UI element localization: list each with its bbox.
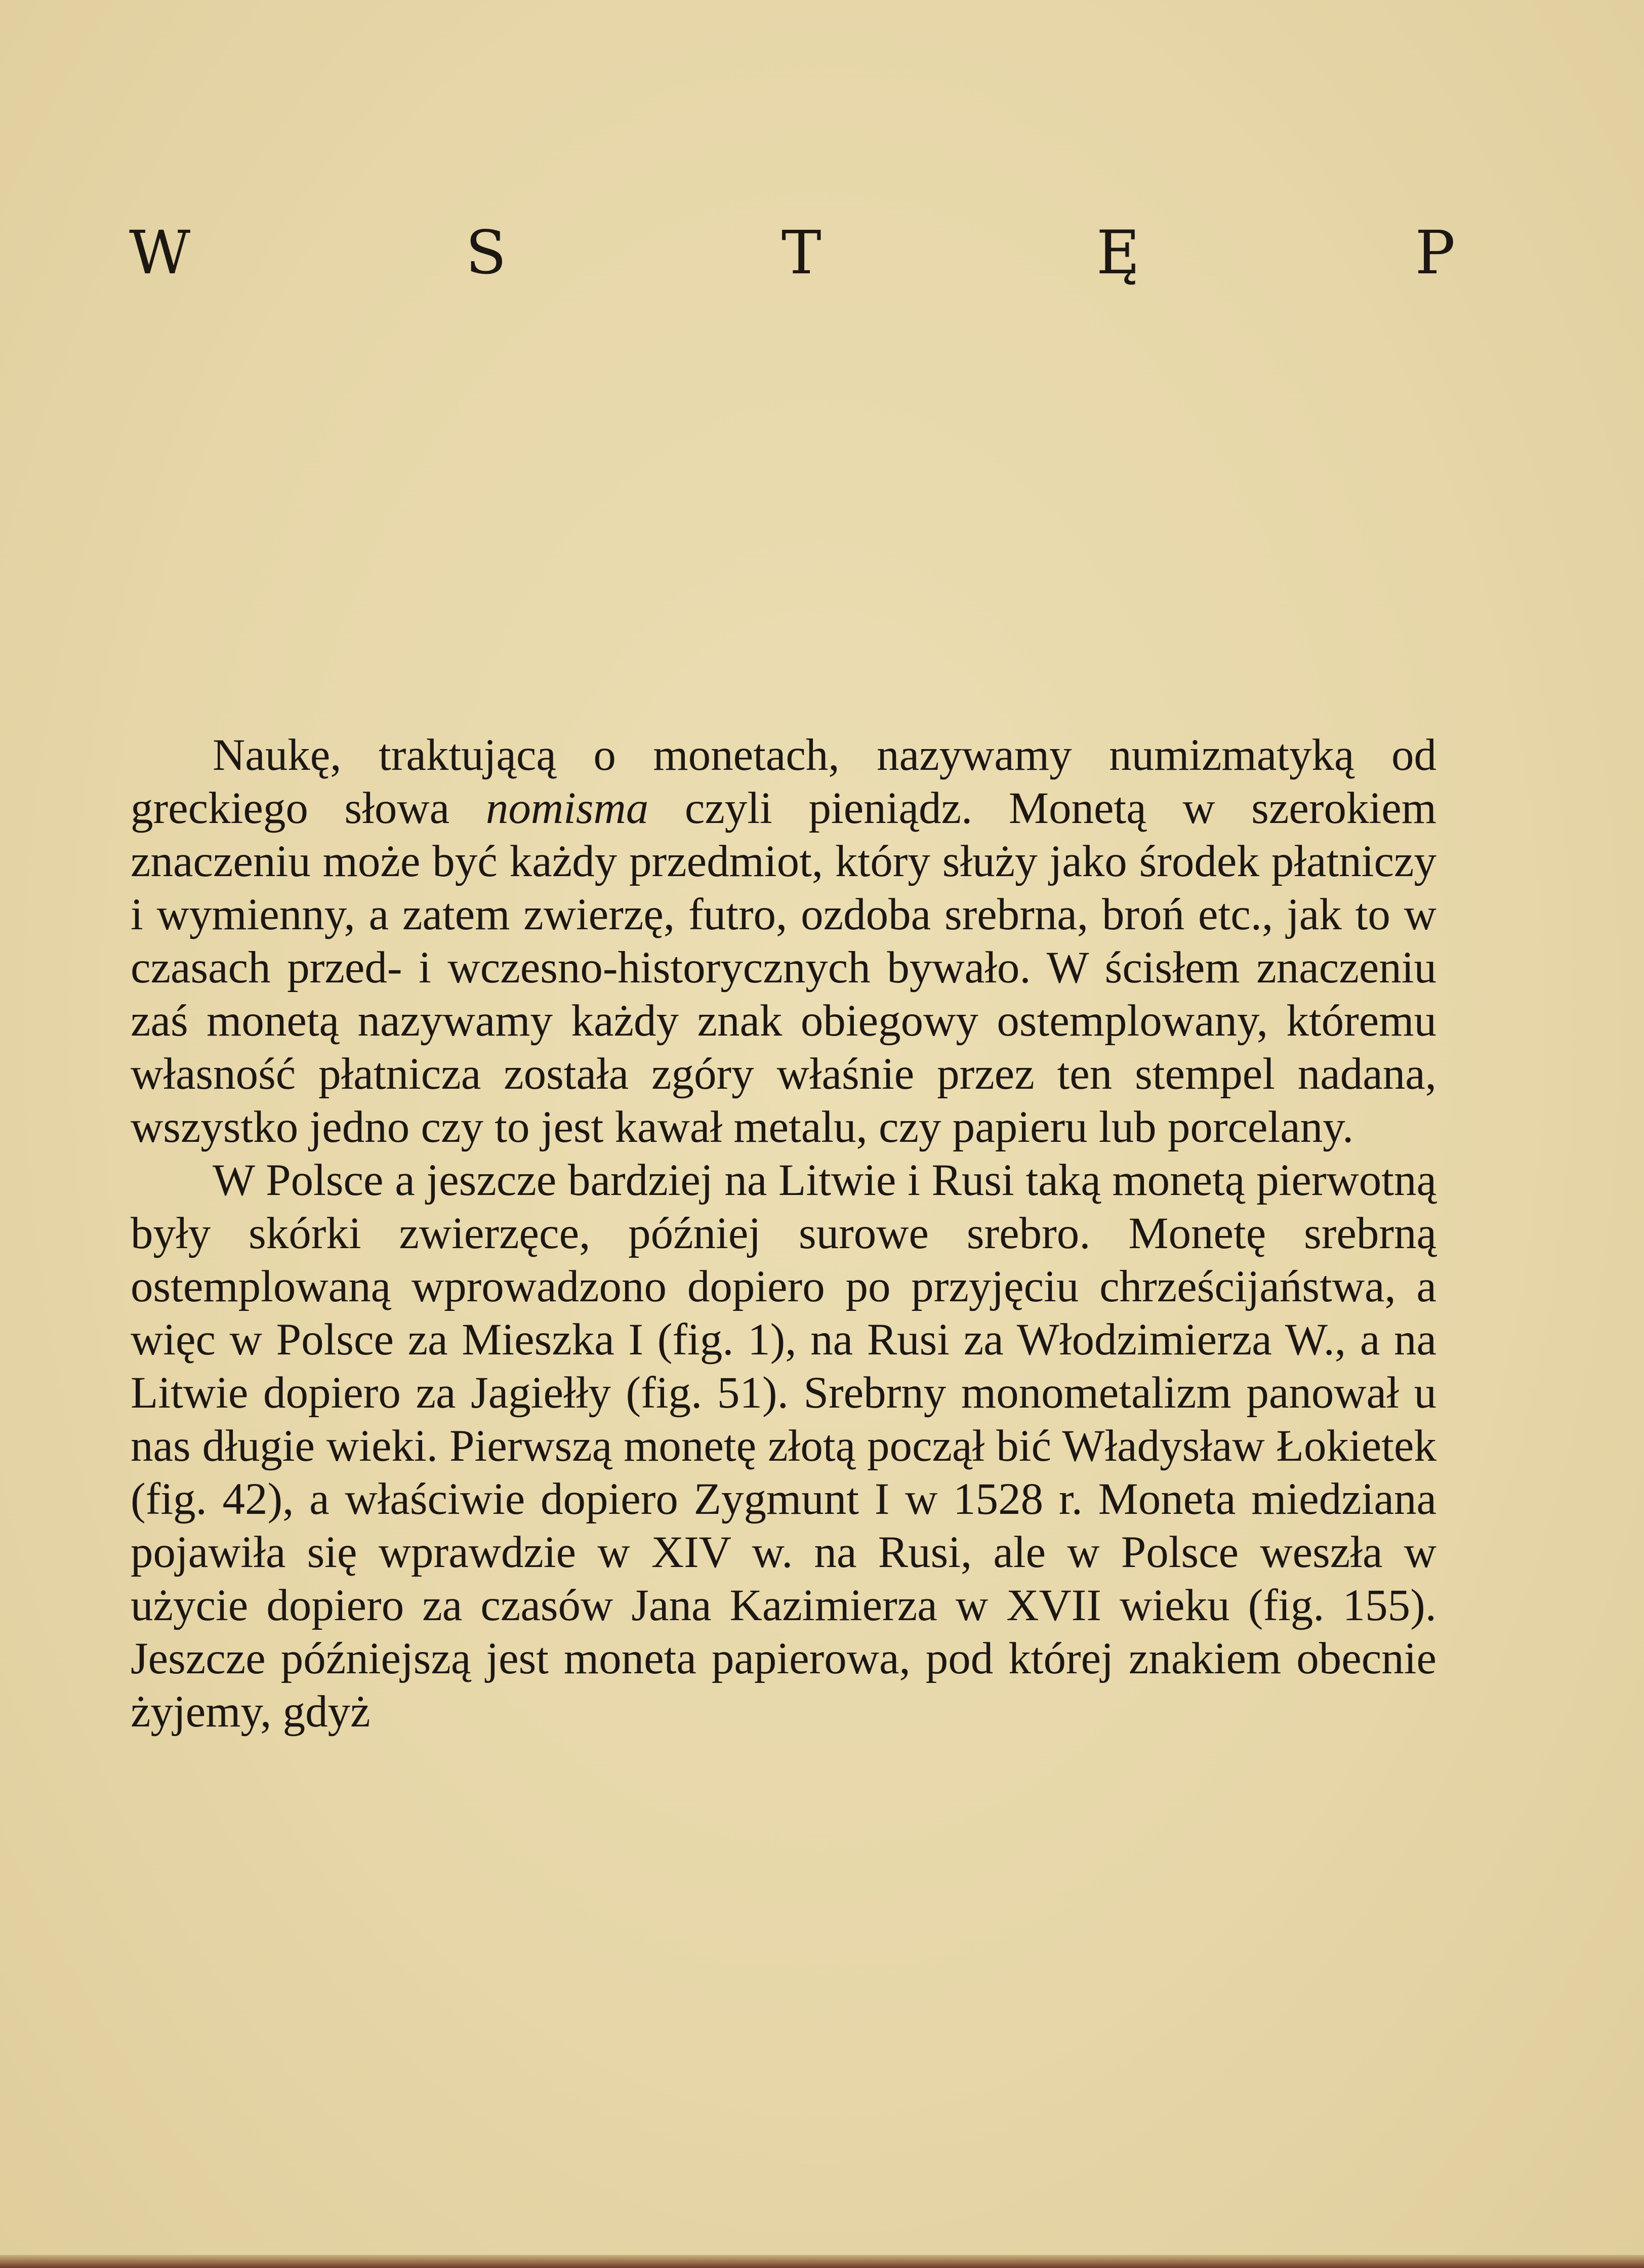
page-bottom-edge: [0, 2255, 1644, 2268]
heading-letter: S: [465, 218, 507, 287]
paragraph-1-end: czyli pieniądz. Monetą w szerokiem znaczeniu może być każdy przedmiot, który służy jako środek płatniczy i wymienny, a zatem zwierzę, futro, ozdoba srebrna, broń etc., jak to w czasach przed- i wczesno-historycznych bywało. W ścisłem znaczeniu zaś monetą nazywamy każdy znak obiegowy ostemplowany, któremu własność płatnicza została zgóry właśnie przez ten stempel nadana, wszystko jedno czy to jest kawał metalu, czy papieru lub porcelany.: [131, 784, 1437, 1152]
paragraph-1-start: Naukę, traktującą o monetach, nazywamy numizmatyką od greckiego słowa: [131, 730, 1436, 833]
heading-letter: W: [129, 218, 191, 287]
paragraph-1: [131, 729, 1436, 1154]
heading-letter: P: [1415, 218, 1455, 287]
body-text: [131, 729, 1436, 1739]
heading-letter: T: [781, 218, 821, 287]
paragraph-2: W Polsce a jeszcze bardziej na Litwie i Rusi taką monetą pierwotną były skórki zwierzęce, później surowe srebro. Monetę srebrną ostemplowaną wprowadzono dopiero po przyjęciu chrześcijaństwa, a więc w Polsce za Mieszka I (fig. 1), na Rusi za Włodzimierza W., a na Litwie dopiero za Jagiełły (fig. 51). Srebrny monometalizm panował u nas długie wieki. Pierwszą monetę złotą począł bić Władysław Łokietek (fig. 42), a właściwie dopiero Zygmunt I w 1528 r. Moneta miedziana pojawiła się wprawdzie w XIV w. na Rusi, ale w Polsce weszła w użycie dopiero za czasów Jana Kazimierza w XVII wieku (fig. 155). Jeszcze późniejszą jest moneta papierowa, pod której znakiem obecnie żyjemy, gdyż: [131, 1156, 1436, 1737]
italic-term-nomisma: nomisma: [485, 784, 649, 833]
heading-letter: Ę: [1096, 218, 1140, 287]
chapter-heading: [129, 218, 1455, 287]
